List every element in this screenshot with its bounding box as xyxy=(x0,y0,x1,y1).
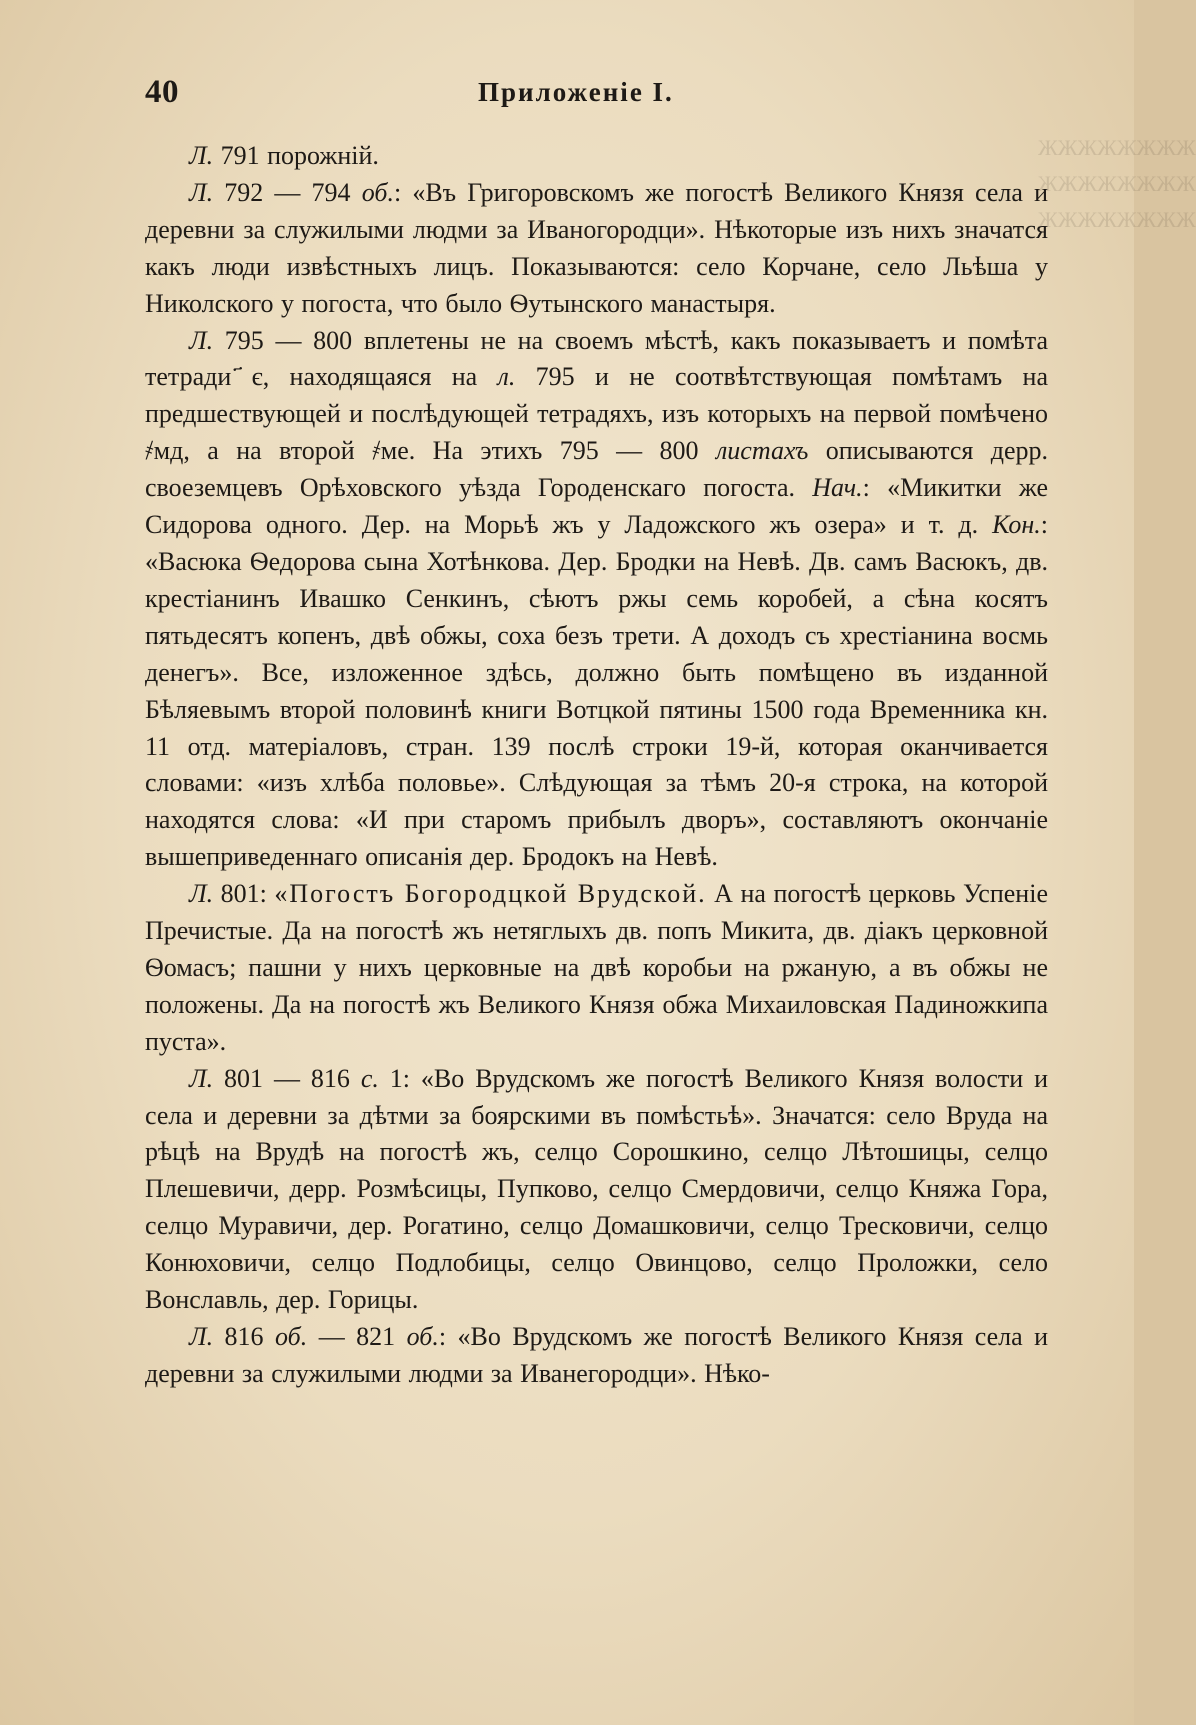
show-through-text: ЖЖЖЖЖЖЖЖ ЖЖЖЖЖЖЖЖ ЖЖЖЖЖЖЖЖ xyxy=(1038,135,1196,232)
paragraph-text: 795 и не соотвѣтствующая помѣтамъ на предшествующей и послѣдующей тетрадяхъ, изъ которыхъ на первой помѣчено ҂мд, а на второй ҂ме. На этихъ 795 — 800 xyxy=(145,362,1048,466)
paragraph-leaf-792 xyxy=(145,175,1048,323)
leaf-reference: Л. xyxy=(189,141,214,170)
leaf-reference: Л. xyxy=(189,1322,214,1351)
leaf-reference: Л. xyxy=(189,879,214,909)
paragraph-text: : «Въ Григоровскомъ же погостѣ Великого Князя села и деревни за служилыми людми за Иваногородци». Нѣкоторые изъ нихъ значатся какъ люди извѣстныхъ лицъ. Показываются: село Корчане, село Льѣша у Николского у погоста, что было Ѳутынского манастыря. xyxy=(145,177,1049,318)
running-head xyxy=(145,74,954,124)
paragraph-text: 801 — 816 xyxy=(213,1063,361,1093)
italic-abbreviation: об. xyxy=(406,1322,439,1351)
paragraph-text: 801: xyxy=(213,879,275,909)
paragraph-text: : «Микитки же Сидорова одного. Дер. на Морьѣ жъ у Ладожского жъ озера» и т. д. xyxy=(145,473,1048,540)
paragraph-text: : «Во Врудскомъ же погостѣ Великого Князя села и деревни за служилыми людми за Иванегородци». Нѣко- xyxy=(145,1322,1048,1388)
paragraph-leaf-801-816 xyxy=(145,1061,1048,1319)
paragraph-text: А на погостѣ церковь Успеніе Пречистые. Да на погостѣ жъ нетяглыхъ дв. попъ Микита, дв. діакъ церковной Ѳомасъ; пашни у нихъ церковные на двѣ коробьи на ржаную, а въ обжы не положены. Да на погостѣ жъ Великого Князя обжа Михаиловская Падиножкипа пуста». xyxy=(145,879,1048,1056)
spaced-heading-text: «Погостъ Богородцкой Врудской. xyxy=(274,879,707,909)
italic-abbreviation: Кон. xyxy=(992,510,1041,540)
paragraph-text: 816 xyxy=(213,1322,276,1351)
italic-abbreviation: с. xyxy=(360,1063,379,1093)
paragraph-text: 792 — 794 xyxy=(213,177,362,207)
italic-abbreviation: об. xyxy=(275,1322,308,1351)
leaf-reference: Л. xyxy=(189,325,214,355)
italic-word: листахъ xyxy=(715,436,809,466)
paragraph-leaf-801 xyxy=(145,876,1048,1061)
paragraph-text: 1: «Во Врудскомъ же погостѣ Великого Князя волости и села и деревни за дѣтми за боярскими въ помѣстьѣ». Значатся: село Вруда на рѣцѣ на Врудѣ на погостѣ жъ, селцо Сорошкино, селцо Лѣтошицы, селцо Плешевичи, дерр. Розмѣсицы, Пупково, селцо Смердовичи, селцо Княжа Гора, селцо Муравичи, дер. Рогатино, селцо Домашковичи, селцо Тресковичи, селцо Конюховичи, селцо Подлобицы, селцо Овинцово, селцо Проложки, село Вонславль, дер. Горицы. xyxy=(145,1063,1048,1315)
paragraph-text: 795 — 800 вплетены не на своемъ мѣстѣ, какъ показываетъ и помѣта тетради ҃є, находящаяся на xyxy=(145,325,1048,392)
leaf-reference: Л. xyxy=(189,1063,214,1093)
paragraph-text: : «Васюка Ѳедорова сына Хотѣнкова. Дер. Бродки на Невѣ. Дв. самъ Васюкъ, дв. крестіанинъ Ивашко Сенкинъ, сѣютъ ржы семь коробей, а сѣна косятъ пятьдесятъ копенъ, двѣ обжы, соха безъ трети. А доходъ съ хрестіанина восмь денегъ». Все, изложенное здѣсь, должно быть помѣщено въ изданной Бѣляевымъ второй половинѣ книги Вотцкой пятины 1500 года Временника кн. 11 отд. матеріаловъ, стран. 139 послѣ строки 19-й, которая оканчивается словами: «изъ хлѣба половье». Слѣдующая за тѣмъ 20-я строка, на которой находятся слова: «И при старомъ прибылъ дворъ», составляютъ окончаніе вышеприведеннаго описанія дер. Бродокъ на Невѣ. xyxy=(145,510,1048,872)
body-text xyxy=(145,138,1048,1393)
page-header-title: Приложеніе I. xyxy=(478,77,674,107)
italic-abbreviation: Нач. xyxy=(812,473,863,503)
italic-abbreviation: л. xyxy=(497,362,516,392)
italic-abbreviation: об. xyxy=(361,177,394,207)
leaf-reference: Л. xyxy=(189,177,214,207)
paragraph-leaf-795 xyxy=(145,323,1048,877)
paragraph-text: описываются дерр. своеземцевъ Орѣховского уѣзда Городенскаго погоста. xyxy=(145,436,1048,503)
paragraph-leaf-816 xyxy=(145,1319,1048,1393)
paragraph-leaf-791 xyxy=(145,138,1048,175)
page-number: 40 xyxy=(145,74,179,110)
paragraph-text: — 821 xyxy=(307,1322,407,1351)
paragraph-text: 791 порожній. xyxy=(213,141,379,170)
